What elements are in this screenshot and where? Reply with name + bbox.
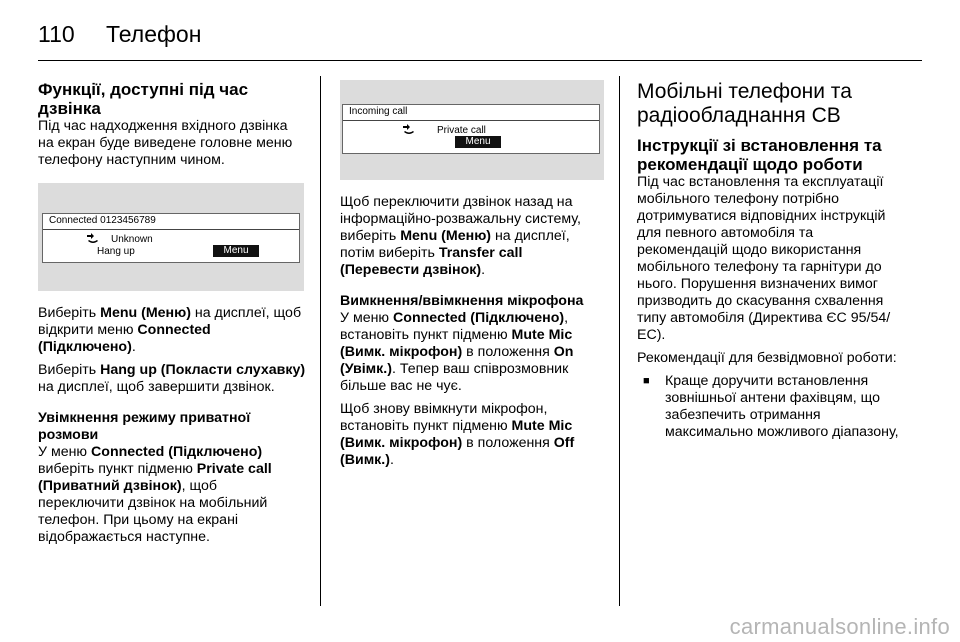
- section-heading-mobile-phones: Мобільні телефони та радіообладнання CB: [637, 80, 852, 127]
- intro-paragraph: Під час надходження вхідного дзвінка на екран буде виведене головне меню телефону наступним чином.: [38, 118, 293, 168]
- menu-softkey: Menu: [455, 136, 501, 148]
- column-divider-1: [320, 76, 321, 606]
- paragraph-installation: Під час встановлення та експлуатації мобільного телефону потрібно дотримуватися відповідних інструкцій для певного автомобіля та рекомендацій щодо використання мобільного телефону та гарнітури до нього. Порушення визначених вимог призводить до скасування схвалення типу автомобіля (Директива ЄС 95/54/ЕС).: [637, 174, 891, 343]
- column-1: [38, 80, 306, 552]
- list-item: ■ Краще доручити встановлення зовнішньої антени фахівцям, що забезпечить отримання максимально можливого діапазону,: [665, 373, 905, 441]
- menu-softkey: Menu: [213, 245, 259, 257]
- phone-transfer-icon: [401, 123, 417, 139]
- subheading-mute-mic: Вимкнення/ввімкнення мікрофона: [340, 293, 584, 309]
- display-screen: [342, 104, 600, 154]
- section-heading-call-functions: Функції, доступні під час дзвінка: [38, 80, 249, 118]
- page-number: 110: [38, 20, 75, 47]
- paragraph-mute-on: У меню Connected (Підключено), встановіть пункт підменю Mute Mic (Вимк. мікрофон) в положення On (Увімк.). Тепер ваш співрозмовник більше вас не чує.: [340, 310, 574, 394]
- paragraph-select-menu: Виберіть Menu (Меню) на дисплеї, щоб відкрити меню Connected (Підключено).: [38, 305, 302, 355]
- header-divider: [38, 60, 922, 61]
- recommendations-list: [637, 373, 905, 441]
- column-divider-2: [619, 76, 620, 606]
- page-header: [38, 14, 201, 54]
- paragraph-mute-off: Щоб знову ввімкнути мікрофон, встановіть пункт підменю Mute Mic (Вимк. мікрофон) в положення Off (Вимк.).: [340, 401, 575, 468]
- hang-up-softkey: Hang up: [97, 246, 135, 257]
- paragraph-recommendations: Рекомендації для безвідмовної роботи:: [637, 350, 897, 366]
- subheading-private-mode: Увімкнення режиму приватної розмови: [38, 410, 251, 443]
- caller-name: Unknown: [111, 234, 153, 245]
- caller-name: Private call: [437, 125, 486, 136]
- display-top-line: Connected 0123456789: [43, 214, 299, 230]
- paragraph-hang-up: Виберіть Hang up (Покласти слухавку) на дисплеї, щоб завершити дзвінок.: [38, 362, 306, 395]
- column-2: [340, 80, 604, 475]
- display-screenshot-connected: [38, 183, 304, 291]
- display-screenshot-private: [340, 80, 604, 180]
- column-3: [637, 80, 905, 441]
- paragraph-transfer-back: Щоб переключити дзвінок назад на інформаційно-розважальну систему, виберіть Menu (Меню) на дисплеї, потім виберіть Transfer call (Перевести дзвінок).: [340, 194, 581, 278]
- paragraph-private-call: У меню Connected (Підключено) виберіть пункт підменю Private call (Приватний дзвінок), щоб переключити дзвінок на мобільний телефон. При цьому на екрані відображається наступне.: [38, 444, 272, 545]
- watermark: carmanualsonline.info: [729, 614, 950, 639]
- display-screen: [42, 213, 300, 263]
- display-top-line: Incoming call: [343, 105, 599, 121]
- subheading-installation: Інструкції зі встановлення та рекомендації щодо роботи: [637, 136, 882, 174]
- page-title: Телефон: [106, 20, 202, 47]
